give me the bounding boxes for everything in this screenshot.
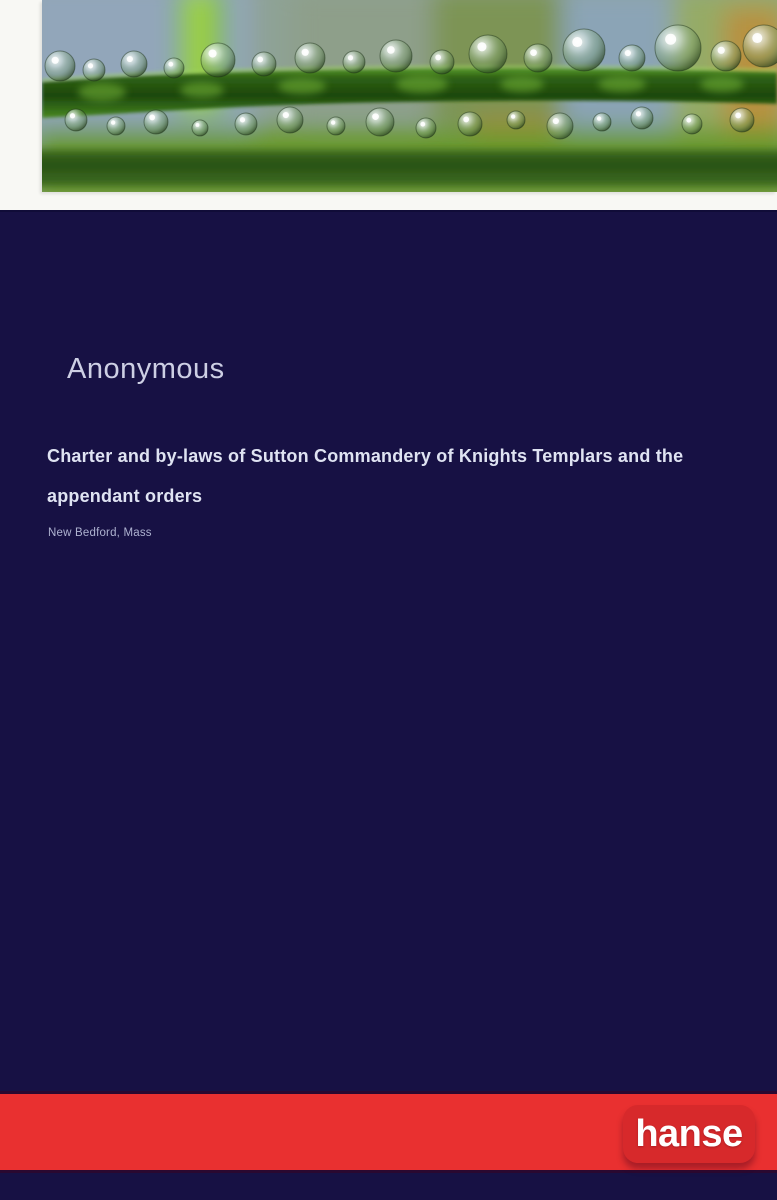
book-subtitle: New Bedford, Mass <box>48 527 152 539</box>
grass-dew-photo-illustration <box>42 0 777 192</box>
author-name: Anonymous <box>67 353 225 385</box>
cover-photo <box>42 0 777 192</box>
cover-photo-frame <box>0 0 777 212</box>
publisher-logo <box>623 1105 755 1163</box>
publisher-logo-text: hanse <box>635 1113 743 1155</box>
publisher-band <box>0 1091 777 1173</box>
book-title: Charter and by-laws of Sutton Commandery of Knights Templars and the appendant orders <box>47 446 684 506</box>
